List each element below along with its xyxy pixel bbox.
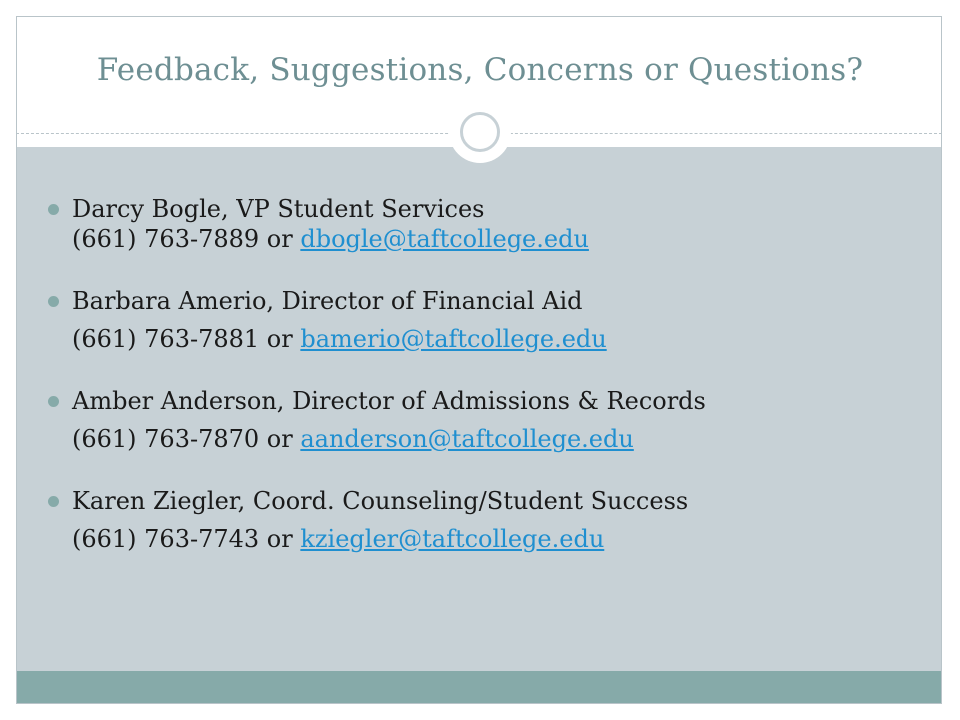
contact-email-link[interactable]: bamerio@taftcollege.edu [300,325,607,353]
contact-item [48,385,928,455]
contact-email-link[interactable]: kziegler@taftcollege.edu [300,525,605,553]
bullet-icon [48,204,59,215]
bullet-icon [48,496,59,507]
contact-email-link[interactable]: dbogle@taftcollege.edu [300,225,589,253]
contact-item [48,193,928,255]
contact-email-link[interactable]: aanderson@taftcollege.edu [300,425,634,453]
slide-title: Feedback, Suggestions, Concerns or Questions? [96,52,864,88]
bullet-icon [48,296,59,307]
contact-item [48,485,928,555]
contact-list [48,193,928,585]
contact-item [48,285,928,355]
footer-bar [17,671,941,703]
bullet-icon [48,396,59,407]
ring-ornament-icon [449,101,511,163]
contact-details [72,523,928,555]
contact-phone: (661) 763-7889 or [72,225,301,253]
contact-phone: (661) 763-7743 or [72,525,301,553]
contact-phone: (661) 763-7881 or [72,325,301,353]
contact-details [72,323,928,355]
contact-name-role: Darcy Bogle, VP Student Services [72,195,485,223]
contact-details [72,223,928,255]
contact-details [72,423,928,455]
contact-name-role: Barbara Amerio, Director of Financial Aid [72,287,583,315]
contact-name-role: Amber Anderson, Director of Admissions & Records [72,387,706,415]
contact-name-role: Karen Ziegler, Coord. Counseling/Student Success [72,487,689,515]
contact-phone: (661) 763-7870 or [72,425,301,453]
